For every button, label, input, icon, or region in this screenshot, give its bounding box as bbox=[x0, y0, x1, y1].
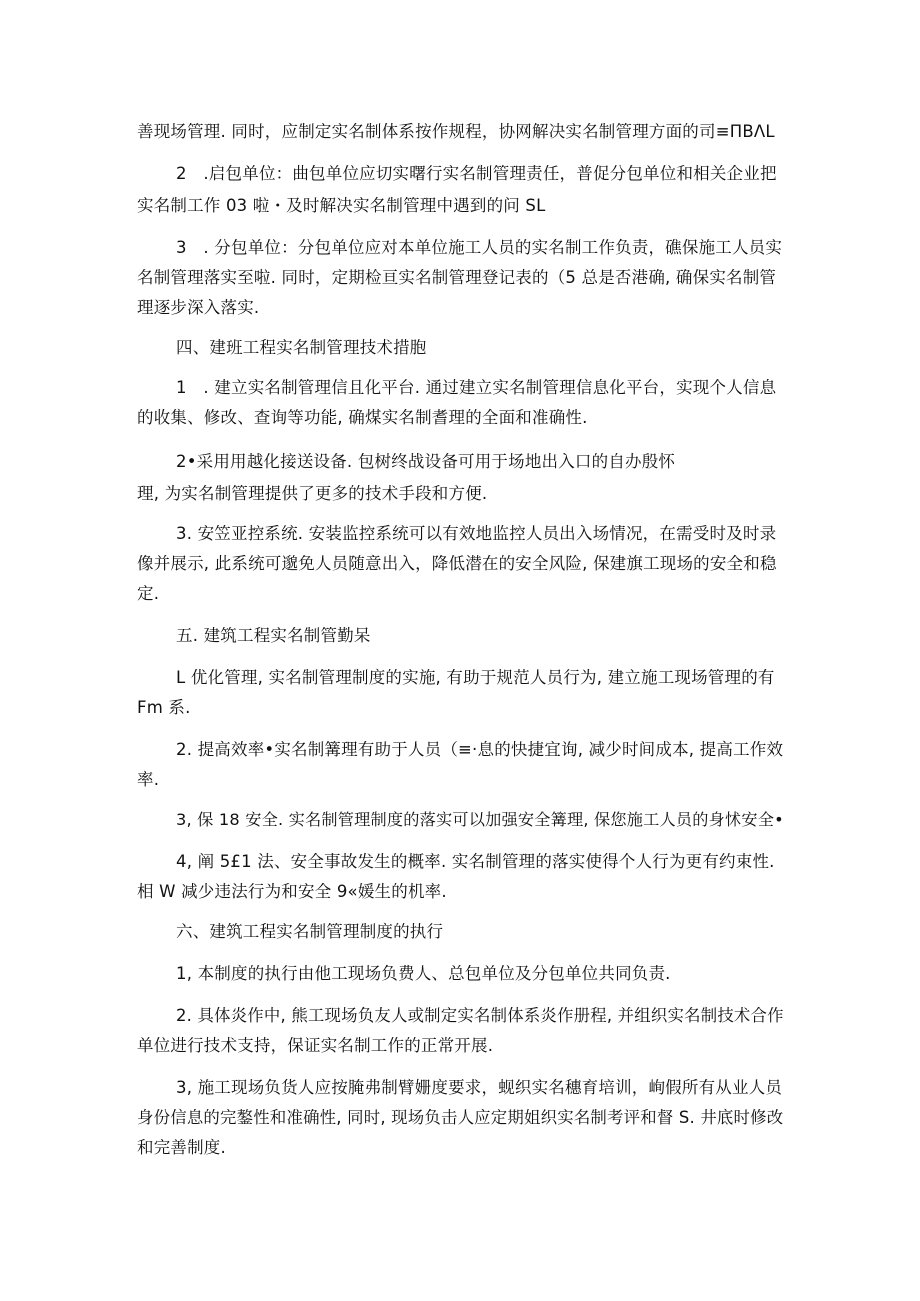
text-line: 4, 阐 5£1 法、安全事故发生的概率. 实名制管理的落实使得个人行为更有约束性. bbox=[176, 852, 775, 871]
text-line: 的收集、修改、查询等功能, 确煤实名制耆理的全面和准确性. bbox=[137, 408, 588, 427]
text-line: 2 .启包单位：曲包单位应切实曙行实名制管理责任，普促分包单位和相关企业把 bbox=[176, 164, 777, 183]
text-line: 理, 为实名制管理提供了更多的技术手段和方便. bbox=[137, 484, 488, 503]
text-line: 2. 提高效率•实名制篝理有助于人员（≡·息的快捷宜询, 减少时间成本, 提高工作效 bbox=[176, 740, 784, 759]
section-heading: 五. 建筑工程实名制管勤呆 bbox=[176, 626, 371, 645]
text-line: 定. bbox=[137, 584, 160, 603]
text-line: 相 W 减少违法行为和安全 9«媛生的机率. bbox=[137, 882, 447, 901]
text-line: 1 . 建立实名制管理信且化平台. 通过建立实名制管理信息化平台，实现个人信息 bbox=[176, 378, 777, 397]
section-heading: 六、建筑工程实名制管理制度的执行 bbox=[176, 922, 444, 941]
text-line: 3, 施工现场负货人应按腌弗制臂姗度要求，蚬织实名穗育培训，峋假所有从业人员 bbox=[176, 1078, 783, 1097]
section-heading: 四、建班工程实名制管理技术措胞 bbox=[176, 338, 427, 357]
text-line: 3 . 分包单位：分包单位应对本单位施工人员的实名制工作负责，礁保施工人员实 bbox=[176, 238, 783, 257]
text-line: 身份信息的完鏊性和准确性, 同时, 现场负击人应定期姐织实名制考评和督 S. 井底时修改 bbox=[137, 1108, 784, 1127]
text-line: 名制管理落实至啦. 同时，定期检亘实名制管理登记表的（5 总是否港确, 确保实名制管 bbox=[137, 268, 777, 287]
text-line: 善现场管理. 同时，应制定实名制体系按作规程，协网解决实名制管理方面的司≡ΠBΛL bbox=[137, 122, 775, 141]
text-line: 和完善制度. bbox=[137, 1138, 226, 1157]
text-line: 2. 具体炎作中, 熊工现场负友人或制定实名制体系炎作册程, 并组织实名制技术合作 bbox=[176, 1006, 784, 1025]
text-line: 1, 本制度的执行由他工现场负费人、总包单位及分包单位共同负责. bbox=[176, 964, 671, 983]
text-line: 像并展示, 此系统可邈免人员随意出入，降低潜在的安全风险, 保建旗工现场的安全和稳 bbox=[137, 554, 777, 573]
text-line: 理逐步深入落实. bbox=[137, 298, 260, 317]
text-line: L 优化管理, 实名制管理制度的实施, 有助于规范人员行为, 建立施工现场管理的有 bbox=[176, 668, 775, 687]
text-line: 率. bbox=[137, 770, 160, 789]
text-line: Fm 系. bbox=[137, 698, 191, 717]
text-line: 实名制工作 03 啦・及时解决实名制管理中遇到的问 SL bbox=[137, 196, 546, 215]
text-line: 单位进行技术支持，保证实名制工作的正常开展. bbox=[137, 1036, 494, 1055]
text-line: 3, 保 18 安全. 实名制管理制度的落实可以加强安全篝理, 保您施工人员的身怵安全• bbox=[176, 810, 784, 829]
text-line: 3. 安笠亚控系统. 安装监控系统可以有效地监控人员出入场情况，在需受时及时录 bbox=[176, 524, 777, 543]
text-line: 2•采用用越化接送设备. 包树终战设备可用于场地出入口的自办殷怀 bbox=[176, 452, 676, 471]
